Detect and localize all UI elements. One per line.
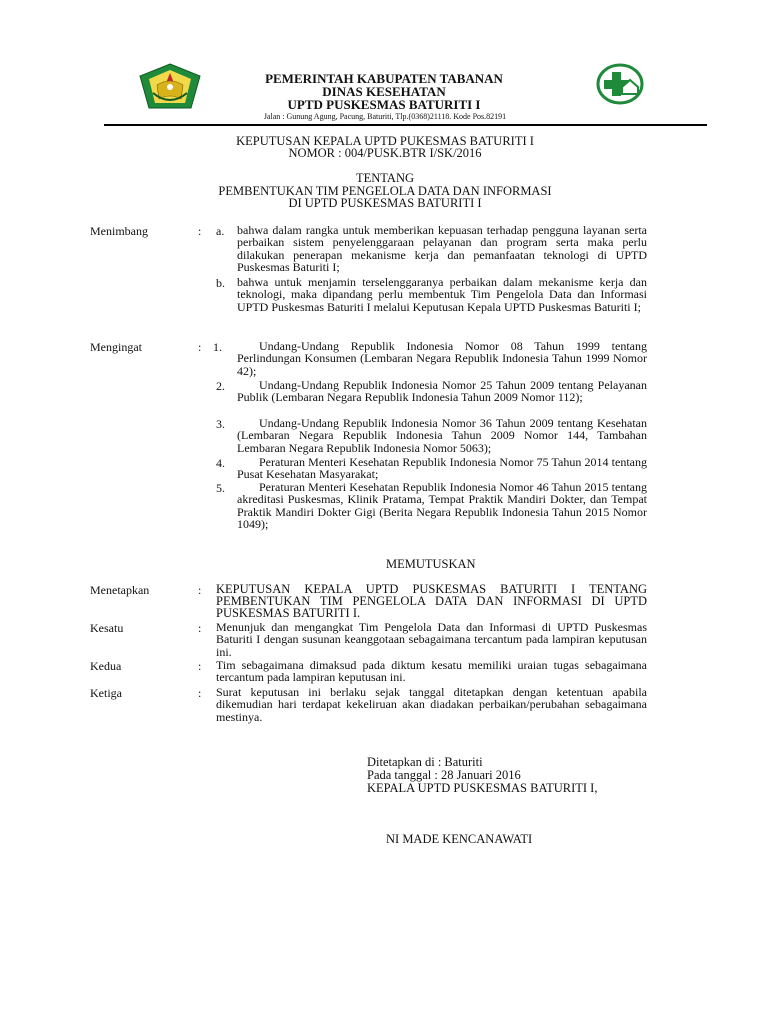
ketiga-text: Surat keputusan ini berlaku sejak tanggal ditetapkan dengan ketentuan apabila dikemudian hari terdapat kekeliruan akan diadakan perbaikan/perubahan sebagaimana mestinya. xyxy=(216,685,647,724)
mengingat-item-3: Undang-Undang Republik Indonesia Nomor 36 Tahun 2009 tentang Kesehatan (Lembaran Negara Republik Indonesia Tahun 2009 Nomor 144, Tambahan Lembaran Negara Republik Indonesia Nomor 5063); xyxy=(237,416,647,455)
kedua-text: Tim sebagaimana dimaksud pada diktum kesatu memiliki uraian tugas sebagaimana tercantum pada lampiran keputusan ini. xyxy=(216,658,647,685)
signature-date: Pada tanggal : 28 Januari 2016 xyxy=(367,768,521,782)
menimbang-colon: : xyxy=(198,224,202,238)
kedua-label: Kedua xyxy=(90,659,122,673)
mengingat-item-4: Peraturan Menteri Kesehatan Republik Indonesia Nomor 75 Tahun 2014 tentang Pusat Kesehatan Masyarakat; xyxy=(237,455,647,482)
header-divider xyxy=(104,124,707,126)
decree-about: TENTANG xyxy=(355,171,414,185)
mengingat-label: Mengingat xyxy=(90,340,142,354)
signature-place: Ditetapkan di : Baturiti xyxy=(367,755,483,769)
signature-name: NI MADE KENCANAWATI xyxy=(386,832,533,846)
menimbang-item-b: bahwa untuk menjamin terselenggaranya perbaikan dalam mekanisme kerja dan teknologi, maka dipandang perlu membentuk Tim Pengelola Data dan Informasi UPTD Puskesmas Baturiti I melalui Keputusan Kepala UPTD Puskesmas Baturiti I; xyxy=(237,275,647,314)
header-unit: UPTD PUSKESMAS BATURITI I xyxy=(287,97,481,112)
decree-subject-line1: PEMBENTUKAN TIM PENGELOLA DATA DAN INFORMASI xyxy=(218,184,552,198)
mengingat-marker-5: 5. xyxy=(216,481,225,495)
header-department: DINAS KESEHATAN xyxy=(322,84,446,99)
menimbang-marker-a: a. xyxy=(216,224,225,238)
mengingat-colon: : xyxy=(198,340,202,354)
mengingat-marker-2: 2. xyxy=(216,379,225,393)
decree-title: KEPUTUSAN KEPALA UPTD PUKESMAS BATURITI I xyxy=(236,134,534,148)
mengingat-item-2: Undang-Undang Republik Indonesia Nomor 25 Tahun 2009 tentang Pelayanan Publik (Lembaran Negara Republik Indonesia Tahun 2009 Nomor 112); xyxy=(237,378,647,405)
menimbang-marker-b: b. xyxy=(216,276,225,290)
ketiga-label: Ketiga xyxy=(90,686,122,700)
header-address: Jalan : Gunung Agung, Pacung, Baturiti, Tlp.(0368)21118. Kode Pos.82191 xyxy=(263,112,507,121)
signature-position: KEPALA UPTD PUSKESMAS BATURITI I, xyxy=(367,781,598,795)
mengingat-marker-4: 4. xyxy=(216,456,225,470)
mengingat-marker-3: 3. xyxy=(216,417,225,431)
menetapkan-label: Menetapkan xyxy=(90,583,150,597)
memutuskan-heading: MEMUTUSKAN xyxy=(386,557,476,571)
mengingat-item-5: Peraturan Menteri Kesehatan Republik Indonesia Nomor 46 Tahun 2015 tentang akreditasi Puskesmas, Klinik Pratama, Tempat Praktik Mandiri Dokter, dan Tempat Praktik Mandiri Dokter Gigi (Berita Negara Republik Indonesia Tahun 2015 Nomor 1049); xyxy=(237,480,647,531)
decree-number: NOMOR : 004/PUSK.BTR I/SK/2016 xyxy=(288,146,482,160)
kesatu-label: Kesatu xyxy=(90,621,124,635)
mengingat-marker-1: 1. xyxy=(213,340,222,354)
menimbang-label: Menimbang xyxy=(90,224,148,238)
menetapkan-colon: : xyxy=(198,583,202,597)
menetapkan-text: KEPUTUSAN KEPALA UPTD PUSKESMAS BATURITI I TENTANG PEMBENTUKAN TIM PENGELOLA DATA DAN INFORMASI DI UPTD PUSKESMAS BATURITI I. xyxy=(216,582,647,620)
ketiga-colon: : xyxy=(198,686,202,700)
kedua-colon: : xyxy=(198,659,202,673)
kesatu-text: Menunjuk dan mengangkat Tim Pengelola Data dan Informasi di UPTD Puskesmas Baturiti I dengan susunan keanggotaan sebagaimana tercantum pada lampiran keputusan ini. xyxy=(216,620,647,659)
menimbang-item-a: bahwa dalam rangka untuk memberikan kepuasan terhadap pengguna layanan serta perbaikan sistem penyelenggaraan pelayanan dan program serta maka perlu dilakukan penerapan mekanisme kerja dan pemanfaatan teknologi di UPTD Puskesmas Baturiti I; xyxy=(237,223,647,274)
header-government: PEMERINTAH KABUPATEN TABANAN xyxy=(265,71,503,86)
kesatu-colon: : xyxy=(198,621,202,635)
mengingat-item-1: Undang-Undang Republik Indonesia Nomor 08 Tahun 1999 tentang Perlindungan Konsumen (Lembaran Negara Republik Indonesia Tahun 1999 Nomor 42); xyxy=(237,339,647,378)
decree-subject-line2: DI UPTD PUSKESMAS BATURITI I xyxy=(288,196,482,210)
